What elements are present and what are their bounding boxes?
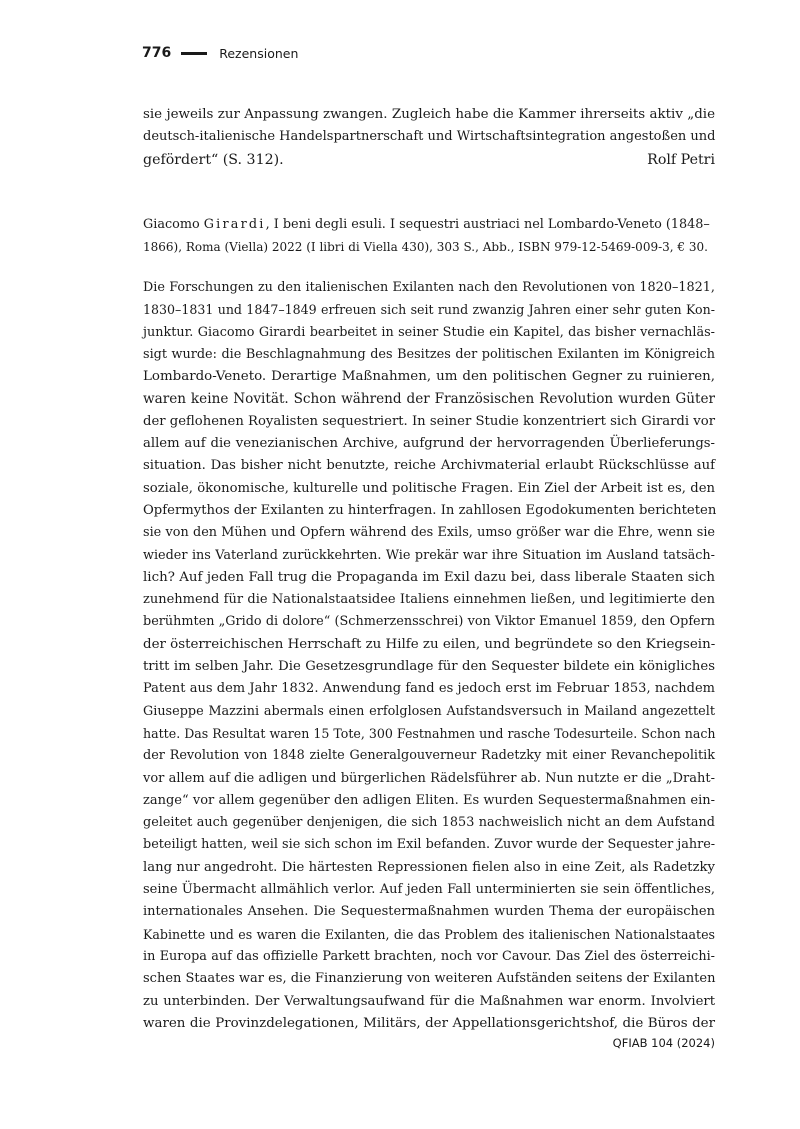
body-line: sigt wurde: die Beschlagnahmung des Besitzes der politischen Exilanten im Königreich [143,346,715,362]
body-line: 1830–1831 und 1847–1849 erfreuen sich seit rund zwanzig Jahren einer sehr guten Kon- [143,302,715,318]
body-line: Lombardo-Veneto. Derartige Maßnahmen, um den politischen Gegner zu ruinieren, [143,369,715,385]
bibliographic-entry [143,214,715,259]
page-header [142,43,298,63]
reviewer-signature: Rolf Petri [647,151,715,168]
author-last-name: Girardi [203,217,266,232]
body-line: lang nur angedroht. Die härtesten Repressionen fielen also in eine Zeit, als Radetzky [143,859,715,875]
body-line: Giuseppe Mazzini abermals einen erfolglosen Aufstandsversuch in Mailand angezettelt [143,703,715,719]
body-line: soziale, ökonomische, kulturelle und politische Fragen. Ein Ziel der Arbeit ist es, den [143,480,715,496]
text-line: gefördert“ (S. 312). [143,151,284,168]
body-line: der geflohenen Royalisten sequestriert. In seiner Studie konzentriert sich Girardi vor [143,413,715,429]
book-title: , I beni degli esuli. I sequestri austriaci nel Lombardo-Veneto (1848– [265,217,710,232]
body-line: geleitet auch gegenüber denjenigen, die sich 1853 nachweislich nicht an dem Aufstand [143,815,715,831]
body-line: wieder ins Vaterland zurückkehrten. Wie prekär war ihre Situation im Ausland tatsäch- [143,547,715,563]
body-line: allem auf die venezianischen Archive, aufgrund der hervorragenden Überlieferungs- [143,436,715,452]
body-line: vor allem auf die adligen und bürgerlichen Rädelsführer ab. Nun nutzte er die „Draht- [143,770,715,786]
body-line: Die Forschungen zu den italienischen Exilanten nach den Revolutionen von 1820–1821, [143,280,715,295]
body-line: internationales Ansehen. Die Sequestermaßnahmen wurden Thema der europäischen [143,904,715,920]
body-line: seine Übermacht allmählich verlor. Auf jeden Fall unterminierten sie sein öffentliches, [143,882,715,898]
body-line: waren die Provinzdelegationen, Militärs, der Appellationsgerichtshof, die Büros der [143,1015,715,1031]
text-line: sie jeweils zur Anpassung zwangen. Zugleich habe die Kammer ihrerseits aktiv „die [143,107,715,122]
body-line: hatte. Das Resultat waren 15 Tote, 300 Festnahmen und rasche Todesurteile. Schon nach [143,725,716,741]
body-line: junktur. Giacomo Girardi bearbeitet in seiner Studie ein Kapitel, das bisher vernachläs- [143,324,715,340]
running-head: Rezensionen [219,45,299,61]
body-line: der österreichischen Herrschaft zu Hilfe zu eilen, und begründete so den Kriegsein- [143,636,716,652]
body-line: tritt im selben Jahr. Die Gesetzesgrundlage für den Sequester bildete ein königliches [143,659,715,675]
body-line: situation. Das bisher nicht benutzte, reiche Archivmaterial erlaubt Rückschlüsse auf [143,458,715,474]
text-line-with-signature [143,149,715,171]
body-line: beteiligt hatten, weil sie sich schon im Exil befanden. Zuvor wurde der Sequester jahre- [143,837,716,853]
bibliography-line-2: 1866), Roma (Viella) 2022 (I libri di Viella 430), 303 S., Abb., ISBN 979-12-5469-009-3, € 30. [143,240,708,255]
page-number: 776 [142,45,172,61]
body-line: sie von den Mühen und Opfern während des Exils, umso größer war die Ehre, wenn sie [143,525,715,541]
author-first-name: Giacomo [143,217,200,232]
review-body [143,277,715,1035]
body-line: Opfermythos der Exilanten zu hinterfragen. In zahllosen Egodokumenten berichteten [143,502,717,518]
body-line: zange“ vor allem gegenüber den adligen Eliten. Es wurden Sequestermaßnahmen ein- [143,792,715,808]
body-line: Patent aus dem Jahr 1832. Anwendung fand es jedoch erst im Februar 1853, nachdem [143,681,715,697]
bibliography-line-1 [143,214,715,236]
body-line: schen Staates war es, die Finanzierung von weiteren Aufständen seitens der Exilanten [143,971,716,987]
text-line: deutsch-italienische Handelspartnerschaft und Wirtschaftsintegration angestoßen und [143,129,716,145]
header-rule [181,52,207,55]
body-line: zunehmend für die Nationalstaatsidee Italiens einnehmen ließen, und legitimierte den [143,592,715,608]
body-line: berühmten „Grido di dolore“ (Schmerzensschrei) von Viktor Emanuel 1859, den Opfern [143,614,715,630]
body-line: zu unterbinden. Der Verwaltungsaufwand für die Maßnahmen war enorm. Involviert [143,993,715,1009]
body-line: der Revolution von 1848 zielte Generalgouverneur Radetzky mit einer Revanchepolitik [143,748,715,764]
body-line: waren keine Novität. Schon während der Französischen Revolution wurden Güter [143,391,715,408]
journal-footer: QFIAB 104 (2024) [612,1036,715,1050]
previous-review-ending [143,104,715,171]
body-line: Kabinette und es waren die Exilanten, die das Problem des italienischen Nationalstaates [143,926,715,942]
body-line: in Europa auf das offizielle Parkett brachten, noch vor Cavour. Das Ziel des österreichi- [143,948,715,964]
body-line: lich? Auf jeden Fall trug die Propaganda im Exil dazu bei, dass liberale Staaten sich [143,569,715,585]
